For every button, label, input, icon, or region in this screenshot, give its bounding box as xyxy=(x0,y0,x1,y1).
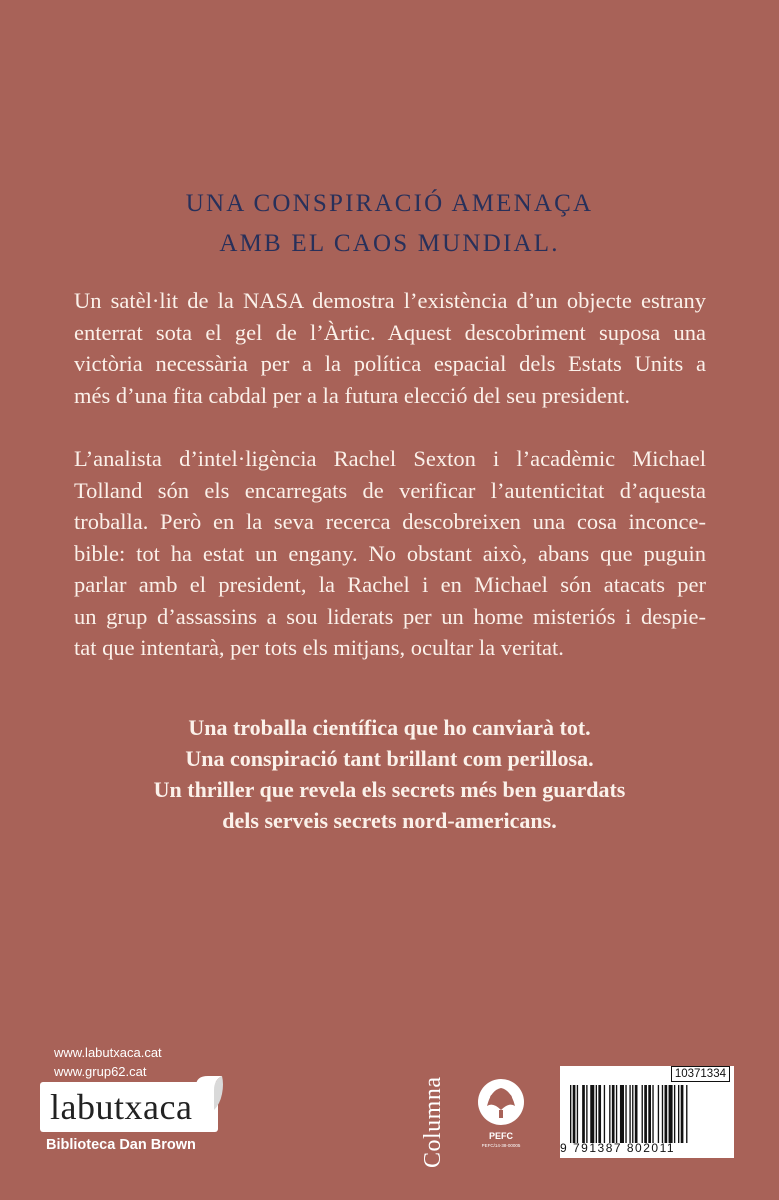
text-line: tat que intentarà, per tots els mitjans, ocultar la veritat. xyxy=(74,635,564,660)
text-line: Un satèl·lit de la NASA demostra l’existència d’un objecte estrany xyxy=(74,288,706,313)
url-labutxaca[interactable]: www.labutxaca.cat xyxy=(54,1045,162,1060)
text-line: un grup d’assassins a sou liderats per un home misteriós i despie- xyxy=(74,603,706,629)
tagline-line: dels serveis secrets nord-americans. xyxy=(222,808,557,833)
barcode-code: 10371334 xyxy=(671,1066,730,1082)
tagline-line: Un thriller que revela els secrets més ben guardats xyxy=(153,777,626,802)
synopsis-paragraph-2 xyxy=(74,443,706,664)
text-line: L’analista d’intel·ligència Rachel Sexton i l’acadèmic Michael xyxy=(74,446,706,471)
publisher-urls xyxy=(54,1043,162,1081)
text-line: enterrat sota el gel de l’Àrtic. Aquest descobriment suposa una xyxy=(74,319,706,345)
text-line: parlar amb el president, la Rachel i en Michael són atacats per xyxy=(74,572,706,597)
pefc-code: PEFC/14-38-00005 xyxy=(481,1143,521,1148)
text-line: més d’una fita cabdal per a la futura elecció del seu president. xyxy=(74,382,630,408)
logo-text: labutxaca xyxy=(50,1087,193,1127)
text-line: victòria necessària per a la política espacial dels Estats Units a xyxy=(74,351,706,376)
text-line: troballa. Però en la seva recerca descobreixen una cosa inconce- xyxy=(74,509,706,534)
tagline xyxy=(0,712,779,836)
text-line: Tolland són els encarregats de verificar l’autenticitat d’aquesta xyxy=(74,477,706,503)
barcode xyxy=(560,1066,734,1158)
tagline-line: Una conspiració tant brillant com perillosa. xyxy=(185,746,594,771)
headline-line-1: UNA CONSPIRACIÓ AMENAÇA xyxy=(185,190,594,217)
imprint-columna: Columna xyxy=(420,1076,446,1168)
page-curl-icon xyxy=(194,1074,224,1110)
headline xyxy=(0,184,779,264)
synopsis-paragraph-1 xyxy=(74,285,706,411)
headline-line-2: AMB EL CAOS MUNDIAL. xyxy=(219,230,560,257)
pefc-label: PEFC xyxy=(488,1131,513,1141)
labutxaca-logo xyxy=(40,1082,218,1132)
url-grup62[interactable]: www.grup62.cat xyxy=(54,1064,147,1079)
barcode-bars-icon xyxy=(570,1085,726,1143)
text-line: bible: tot ha estat un engany. No obstant això, abans que puguin xyxy=(74,540,706,566)
series-name: Biblioteca Dan Brown xyxy=(46,1137,196,1153)
tagline-line: Una troballa científica que ho canviarà tot. xyxy=(188,715,591,740)
barcode-digits: 9 791387 802011 xyxy=(560,1141,676,1155)
